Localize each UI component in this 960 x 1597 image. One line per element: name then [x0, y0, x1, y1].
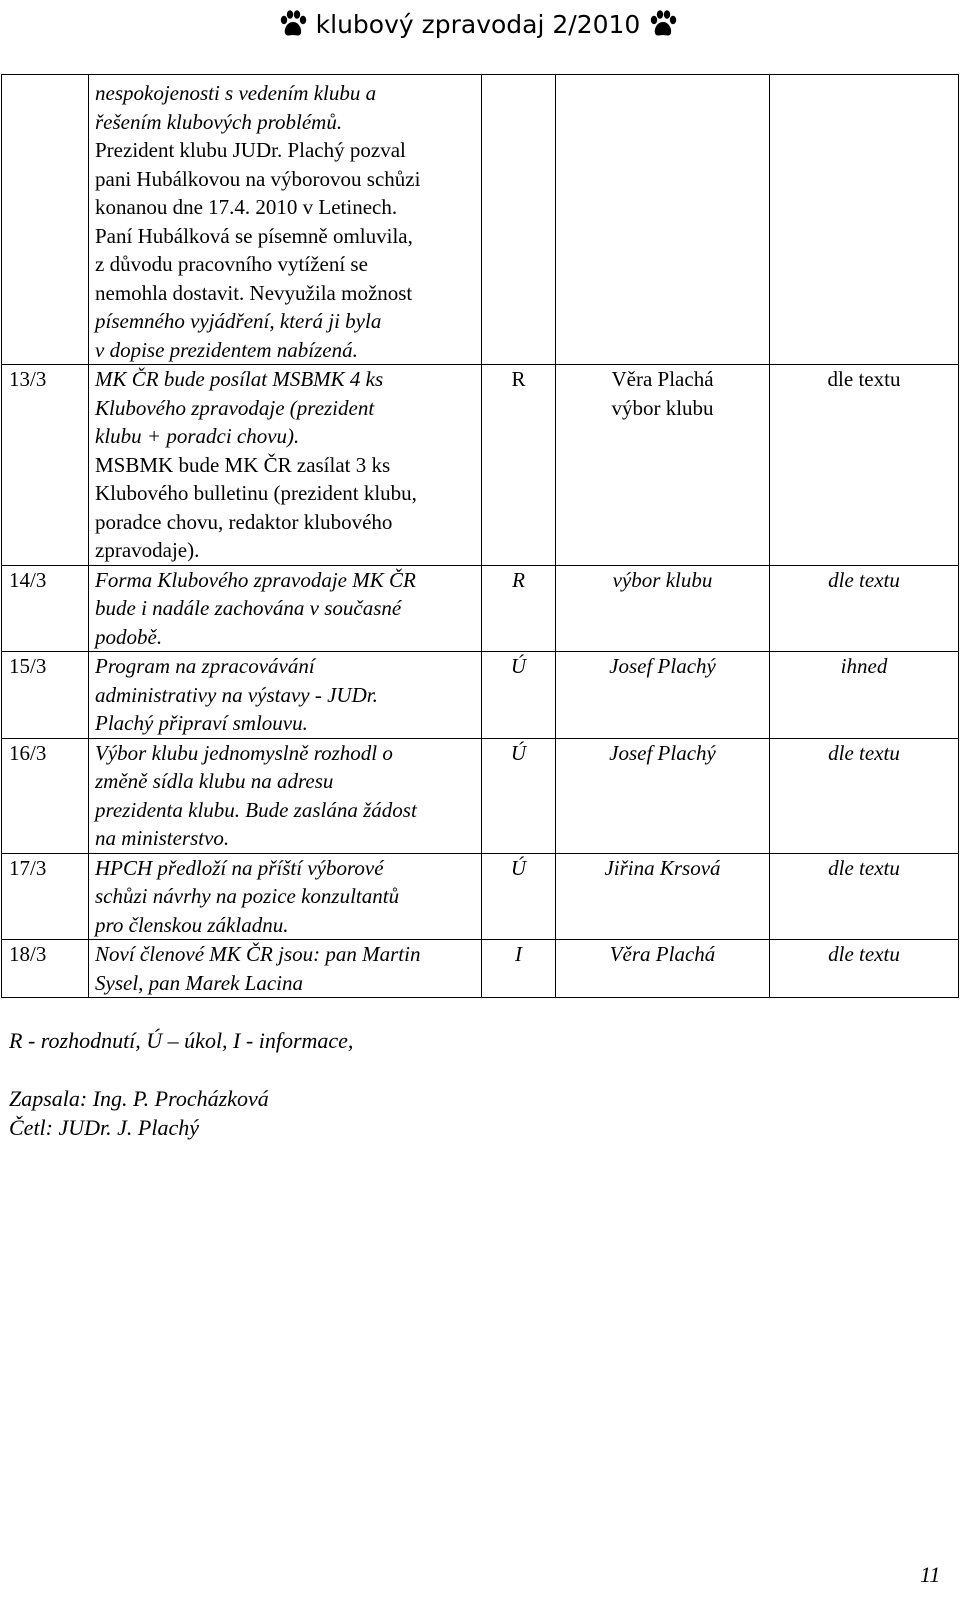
item-text: Forma Klubového zpravodaje MK ČR bude i nadále zachována v současné podobě. — [89, 565, 482, 652]
page-header — [262, 4, 694, 44]
item-deadline: ihned — [770, 652, 959, 739]
item-text: HPCH předloží na příští výborové schůzi návrhy na pozice konzultantů pro členskou základnu. — [89, 853, 482, 940]
table-row — [2, 940, 959, 998]
table-row — [2, 652, 959, 739]
item-deadline: dle textu — [770, 940, 959, 998]
abbreviation-legend: R - rozhodnutí, Ú – úkol, I - informace, — [9, 1028, 354, 1053]
item-number: 18/3 — [2, 940, 89, 998]
item-type: R — [482, 365, 556, 566]
item-number — [2, 75, 89, 365]
item-type: Ú — [482, 738, 556, 853]
item-text: Výbor klubu jednomyslně rozhodl o změně sídla klubu na adresu prezidenta klubu. Bude zaslána žádost na ministerstvo. — [89, 738, 482, 853]
table-row — [2, 365, 959, 566]
signatures — [9, 1084, 269, 1142]
item-responsible — [556, 75, 770, 365]
item-type: Ú — [482, 652, 556, 739]
item-text: Program na zpracovávání administrativy na výstavy - JUDr. Plachý připraví smlouvu. — [89, 652, 482, 739]
table-row — [2, 565, 959, 652]
item-number: 17/3 — [2, 853, 89, 940]
item-type: I — [482, 940, 556, 998]
page-number: 11 — [920, 1562, 941, 1587]
item-responsible: Věra Plachá výbor klubu — [556, 365, 770, 566]
item-type: Ú — [482, 853, 556, 940]
item-text: MK ČR bude posílat MSBMK 4 ks Klubového zpravodaje (prezident klubu + poradci chovu). MSBMK bude MK ČR zasílat 3 ks Klubového bulletinu (prezident klubu, poradce chovu, redaktor klubového zpravodaje). — [89, 365, 482, 566]
paw-icon — [278, 9, 308, 39]
item-number: 14/3 — [2, 565, 89, 652]
item-responsible: Věra Plachá — [556, 940, 770, 998]
item-type — [482, 75, 556, 365]
item-deadline: dle textu — [770, 738, 959, 853]
header-title: klubový zpravodaj 2/2010 — [315, 9, 641, 39]
table-row — [2, 853, 959, 940]
item-deadline: dle textu — [770, 565, 959, 652]
item-text: nespokojenosti s vedením klubu a řešením klubových problémů. Prezident klubu JUDr. Plachý pozval pani Hubálkovou na výborovou schůzi konanou dne 17.4. 2010 v Letinech. Paní Hubálková se písemně omluvila, z důvodu pracovního vytížení se nemohla dostavit. Nevyužila možnost písemného vyjádření, která ji byla v dopise prezidentem nabízená. — [89, 75, 482, 365]
item-number: 16/3 — [2, 738, 89, 853]
read-by: Četl: JUDr. J. Plachý — [9, 1115, 199, 1140]
item-deadline — [770, 75, 959, 365]
item-number: 13/3 — [2, 365, 89, 566]
item-responsible: výbor klubu — [556, 565, 770, 652]
resolutions-table — [1, 74, 959, 998]
item-number: 15/3 — [2, 652, 89, 739]
item-text: Noví členové MK ČR jsou: pan Martin Sysel, pan Marek Lacina — [89, 940, 482, 998]
recorded-by: Zapsala: Ing. P. Procházková — [9, 1086, 269, 1111]
item-responsible: Jiřina Krsová — [556, 853, 770, 940]
item-responsible: Josef Plachý — [556, 738, 770, 853]
item-type: R — [482, 565, 556, 652]
table-row — [2, 75, 959, 365]
item-responsible: Josef Plachý — [556, 652, 770, 739]
table-row — [2, 738, 959, 853]
paw-icon — [648, 9, 678, 39]
item-deadline: dle textu — [770, 853, 959, 940]
item-deadline: dle textu — [770, 365, 959, 566]
